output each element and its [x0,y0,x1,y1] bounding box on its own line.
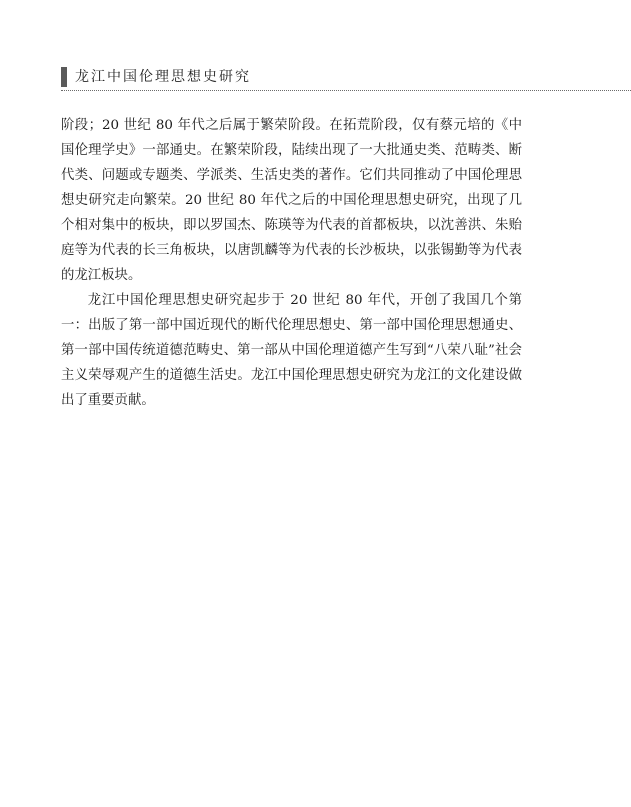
body-text [61,113,522,413]
header-dotted-rule [61,90,631,91]
header-accent-bar [61,67,67,87]
header-title: 龙江中国伦理思想史研究 [75,69,251,85]
paragraph-1: 阶段；20 世纪 80 年代之后属于繁荣阶段。在拓荒阶段，仅有蔡元培的《中国伦理学史》一部通史。在繁荣阶段，陆续出现了一大批通史类、范畴类、断代类、问题或专题类、学派类、生活史类的著作。它们共同推动了中国伦理思想史研究走向繁荣。20 世纪 80 年代之后的中国伦理思想史研究，出现了几个相对集中的板块，即以罗国杰、陈瑛等为代表的首都板块，以沈善洪、朱贻庭等为代表的长三角板块，以唐凯麟等为代表的长沙板块，以张锡勤等为代表的龙江板块。 [61,118,522,283]
paragraph-2: 龙江中国伦理思想史研究起步于 20 世纪 80 年代，开创了我国几个第一：出版了第一部中国近现代的断代伦理思想史、第一部中国伦理思想通史、第一部中国传统道德范畴史、第一部从中国伦理道德产生写到“八荣八耻”社会主义荣辱观产生的道德生活史。龙江中国伦理思想史研究为龙江的文化建设做出了重要贡献。 [61,293,522,408]
running-header [61,67,631,91]
